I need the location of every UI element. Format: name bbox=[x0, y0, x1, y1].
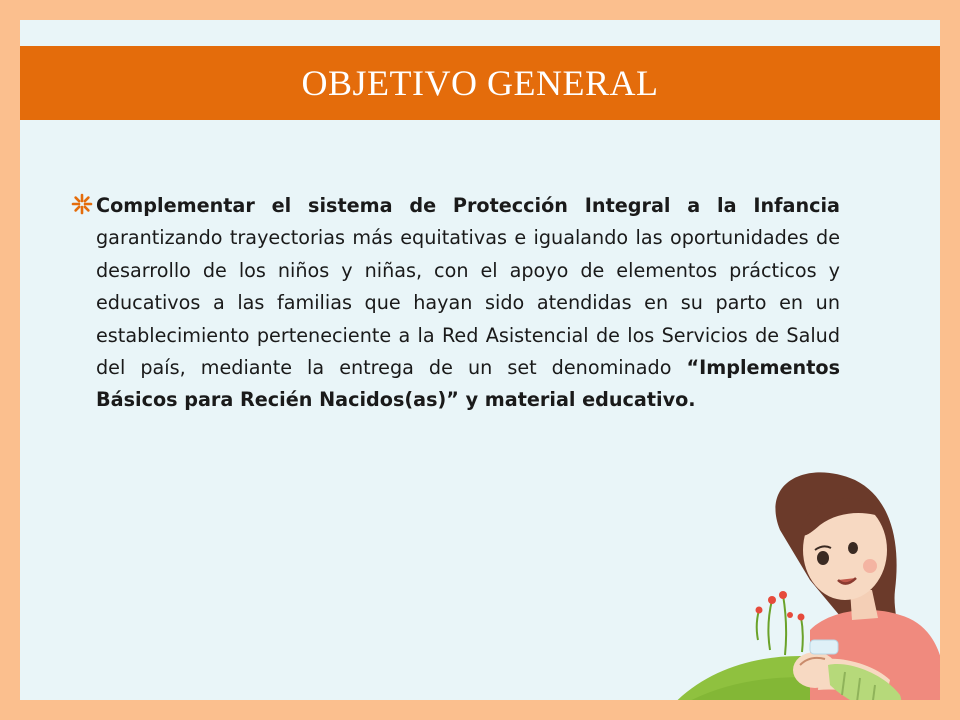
objective-tail-bold: “Implementos Básicos para Recién Nacidos(as)” y material educativo. bbox=[96, 356, 840, 412]
objective-paragraph bbox=[96, 190, 840, 417]
asterisk-bullet-icon bbox=[68, 193, 96, 215]
slide-title: OBJETIVO GENERAL bbox=[301, 63, 659, 103]
objective-middle-text: garantizando trayectorias más equitativas e igualando las oportunidades de desarrollo de los niños y niñas, con el apoyo de elementos prácticos y educativos a las familias que hayan sido atendidas en su parto en un establecimiento perteneciente a la Red Asistencial de los Servicios de Salud del país, mediante la entrega de un set denominado bbox=[96, 226, 840, 380]
objective-lead-bold: Complementar el sistema de Protección Integral a la Infancia bbox=[96, 194, 840, 217]
bullet-item bbox=[68, 190, 840, 417]
title-bar bbox=[20, 46, 940, 120]
mother-breastfeeding-baby-illustration bbox=[660, 440, 940, 700]
slide bbox=[20, 20, 940, 700]
